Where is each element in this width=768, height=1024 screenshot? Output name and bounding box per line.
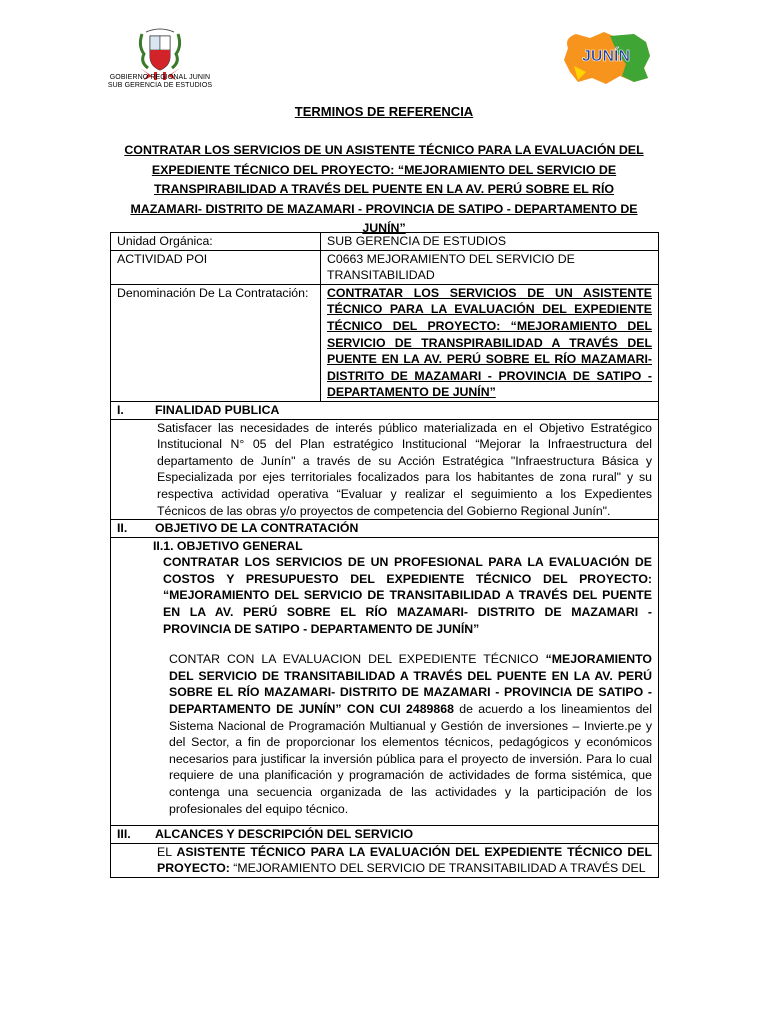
paragraph-rest: de acuerdo a los lineamientos del Sistema Nacional de Programación Multianual y Gestión de inversiones – Invierte.pe y del Sector, a fin de proporcionar los elementos técnicos, pedagógicos y económicos necesarios para justificar la inversión pública para el proyecto de inversión. Para lo cual requiere de una planificación y programación de actividades de forma sistémica, que contenga una secuencia organizada de las actividades y la participación de los profesionales del equipo técnico.	[169, 702, 652, 816]
general-objective-paragraph	[117, 651, 652, 825]
value-poi-activity: C0663 MEJORAMIENTO DEL SERVICIO DE TRANSITABILIDAD	[321, 250, 659, 284]
row-poi-activity	[111, 250, 659, 284]
organization-name	[100, 74, 220, 90]
section-1-body-row	[111, 419, 659, 520]
section-1-body: Satisfacer las necesidades de interés público materializada en el Objetivo Estratégico Institucional N° 05 del Plan estratégico Institucional “Mejorar la Infraestructura del departamento de Junín" a través de su Acción Estratégica "Infraestructura Básica y Especializada por ejes territoriales focalizados para los habitantes de zona rural" y su respectiva actividad operativa “Evaluar y realizar el seguimiento a los Expedientes Técnicos de las obras y/o proyectos de competencia del Gobierno Regional Junín".	[157, 420, 652, 518]
section-1-number: I.	[117, 402, 124, 417]
value-contract-name: CONTRATAR LOS SERVICIOS DE UN ASISTENTE TÉCNICO PARA LA EVALUACIÓN DEL EXPEDIENTE TÉCNICO DEL PROYECTO: “MEJORAMIENTO DEL SERVICIO DE TRANSPIRABILIDAD A TRAVÉS DEL PUENTE EN LA AV. PERÚ SOBRE EL RÍO MAZAMARI- DISTRITO DE MAZAMARI - PROVINCIA DE SATIPO - DEPARTAMENTO DE JUNÍN”	[327, 285, 652, 400]
section-2-body-row	[111, 537, 659, 826]
row-contract-name	[111, 284, 659, 401]
section-3-number: III.	[117, 827, 131, 842]
logo-text: JUNÍN	[581, 48, 631, 65]
section-3-body	[157, 844, 652, 877]
section-2-header	[111, 520, 659, 538]
section-3-lead: EL	[157, 844, 177, 859]
section-1-header	[111, 401, 659, 419]
value-organic-unit: SUB GERENCIA DE ESTUDIOS	[321, 233, 659, 251]
paragraph-lead: CONTAR CON LA EVALUACION DEL EXPEDIENTE TÉCNICO	[169, 652, 546, 667]
section-3-title: ALCANCES Y DESCRIPCIÓN DEL SERVICIO	[155, 827, 414, 842]
label-organic-unit: Unidad Orgánica:	[111, 233, 321, 251]
document-title: TERMINOS DE REFERENCIA	[294, 104, 474, 119]
label-contract-name: Denominación De La Contratación:	[111, 284, 321, 401]
document-subject: CONTRATAR LOS SERVICIOS DE UN ASISTENTE TÉCNICO PARA LA EVALUACIÓN DEL EXPEDIENTE TÉCNICO DEL PROYECTO: “MEJORAMIENTO DEL SERVICIO DE TRANSPIRABILIDAD A TRAVÉS DEL PUENTE EN LA AV. PERÚ SOBRE EL RÍO MAZAMARI- DISTRITO DE MAZAMARI - PROVINCIA DE SATIPO - DEPARTAMENTO DE JUNÍN”	[124, 143, 644, 235]
junin-region-logo	[560, 28, 652, 86]
section-3-header	[111, 826, 659, 844]
section-2-number: II.	[117, 521, 128, 536]
section-3-body-row	[111, 843, 659, 877]
paragraph-project-name: “MEJORAMIENTO DEL SERVICIO DE TRANSITABILIDAD A TRAVÉS DEL PUENTE EN LA AV. PERÚ SOBRE EL RÍO MAZAMARI- DISTRITO DE MAZAMARI - PROVINCIA DE SATIPO - DEPARTAMENTO DE JUNÍN” CON CUI 2489868	[169, 652, 652, 717]
org-line-regional-government: GOBIERNO REGIONAL JUNIN	[109, 74, 211, 81]
section-2-title: OBJETIVO DE LA CONTRATACIÓN	[155, 521, 359, 536]
label-poi-activity: ACTIVIDAD POI	[111, 250, 321, 284]
row-organic-unit	[111, 233, 659, 251]
terms-table	[110, 232, 659, 878]
general-objective: CONTRATAR LOS SERVICIOS DE UN PROFESIONAL PARA LA EVALUACIÓN DE COSTOS Y PRESUPUESTO DEL EXPEDIENTE TÉCNICO DEL PROYECTO: “MEJORAMIENTO DEL SERVICIO DE TRANSITABILIDAD A TRAVÉS DEL PUENTE EN LA AV. PERÚ SOBRE EL RÍO MAZAMARI- DISTRITO DE MAZAMARI - PROVINCIA DE SATIPO - DEPARTAMENTO DE JUNÍN”	[163, 555, 652, 636]
org-line-sub-management: SUB GERENCIA DE ESTUDIOS	[107, 82, 213, 89]
section-3-project: “MEJORAMIENTO DEL SERVICIO DE TRANSITABILIDAD A TRAVÉS DEL	[229, 861, 646, 876]
page-header	[0, 0, 768, 100]
section-1-title: FINALIDAD PUBLICA	[155, 402, 280, 417]
section-3-role: ASISTENTE TÉCNICO PARA LA EVALUACIÓN DEL EXPEDIENTE TÉCNICO DEL PROYECTO:	[157, 844, 652, 876]
section-2-subheading: II.1. OBJETIVO GENERAL	[153, 538, 303, 553]
